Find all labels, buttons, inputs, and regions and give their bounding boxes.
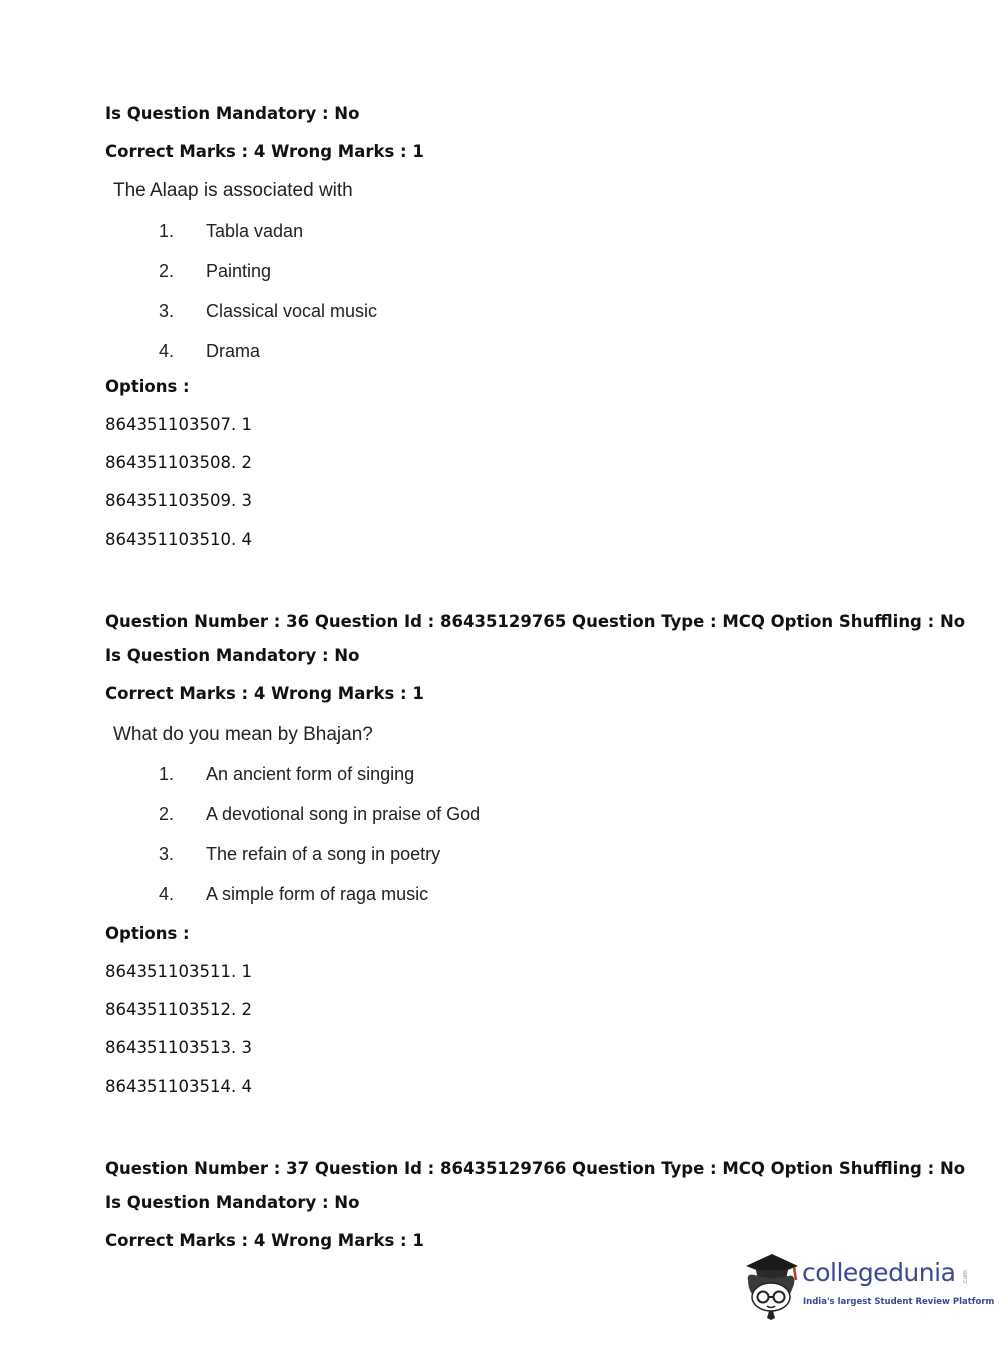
q35-choice-4: 4. Drama: [159, 341, 261, 361]
q36-choice-2: 2. A devotional song in praise of God: [159, 804, 481, 824]
q36-choice-1: 1. An ancient form of singing: [159, 764, 415, 784]
q36-mandatory: Is Question Mandatory : No: [105, 646, 360, 665]
q35-option-1: 864351103507. 1: [105, 415, 252, 434]
q35-choice-3: 3. Classical vocal music: [159, 301, 378, 321]
q37-marks: Correct Marks : 4 Wrong Marks : 1: [105, 1231, 424, 1250]
q36-question-text: What do you mean by Bhajan?: [113, 724, 373, 745]
q36-option-3: 864351103513. 3: [105, 1038, 252, 1057]
q35-choice-2: 2. Painting: [159, 261, 272, 281]
q36-option-1: 864351103511. 1: [105, 962, 252, 981]
q36-option-4: 864351103514. 4: [105, 1077, 252, 1096]
logo-com: .com: [961, 1270, 969, 1285]
q35-mandatory: Is Question Mandatory : No: [105, 104, 360, 123]
q35-choice-1: 1. Tabla vadan: [159, 221, 304, 241]
q37-mandatory: Is Question Mandatory : No: [105, 1193, 360, 1212]
logo-wordmark: collegedunia: [802, 1258, 956, 1287]
q35-marks: Correct Marks : 4 Wrong Marks : 1: [105, 142, 424, 161]
collegedunia-logo: [742, 1250, 995, 1320]
logo-tagline: India's largest Student Review Platform: [803, 1297, 995, 1307]
q36-header: Question Number : 36 Question Id : 86435129765 Question Type : MCQ Option Shuffling : No: [105, 612, 966, 631]
q37-header: Question Number : 37 Question Id : 86435129766 Question Type : MCQ Option Shuffling : No: [105, 1159, 966, 1178]
q36-choice-4: 4. A simple form of raga music: [159, 884, 429, 904]
q35-option-3: 864351103509. 3: [105, 491, 252, 510]
q36-options-label: Options :: [105, 924, 190, 943]
q35-option-2: 864351103508. 2: [105, 453, 252, 472]
q35-option-4: 864351103510. 4: [105, 530, 252, 549]
q36-marks: Correct Marks : 4 Wrong Marks : 1: [105, 684, 424, 703]
q35-question-text: The Alaap is associated with: [113, 180, 353, 201]
q36-option-2: 864351103512. 2: [105, 1000, 252, 1019]
q35-options-label: Options :: [105, 377, 190, 396]
q36-choice-3: 3. The refain of a song in poetry: [159, 844, 441, 864]
mascot-icon: [742, 1250, 804, 1320]
